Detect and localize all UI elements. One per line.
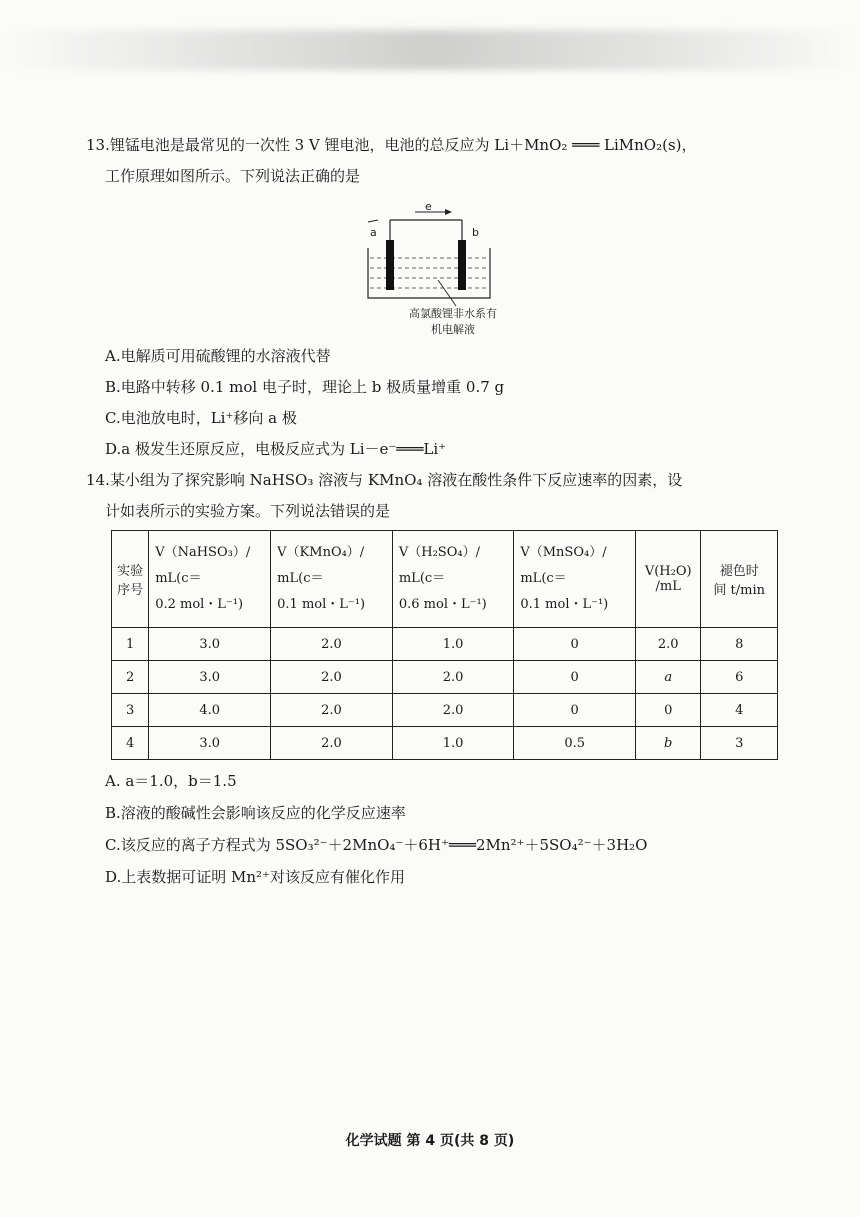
header-cell: V（KMnO₄）/ mL(c＝ 0.1 mol・L⁻¹) bbox=[271, 531, 393, 628]
q14-stem-line2: 计如表所示的实验方案。下列说法错误的是 bbox=[105, 502, 391, 520]
q14-stem-line1: 14.某小组为了探究影响 NaHSO₃ 溶液与 KMnO₄ 溶液在酸性条件下反应速率的因素，设 bbox=[86, 471, 683, 489]
header-cell: 褪色时 间 t/min bbox=[701, 531, 778, 628]
q13-option-b: B.电路中转移 0.1 mol 电子时，理论上 b 极质量增重 0.7 g bbox=[105, 378, 505, 396]
q13-option-c: C.电池放电时，Li⁺移向 a 极 bbox=[105, 409, 297, 427]
page-footer: 化学试题 第 4 页(共 8 页) bbox=[345, 1133, 515, 1149]
electron-label: e bbox=[425, 200, 432, 213]
header-cell: V（MnSO₄）/ mL(c＝ 0.1 mol・L⁻¹) bbox=[514, 531, 636, 628]
table-header-row bbox=[112, 531, 778, 628]
table-row: 2 3.0 2.0 2.0 0 a 6 bbox=[112, 661, 778, 694]
experiment-table bbox=[111, 530, 778, 760]
q14-option-b: B.溶液的酸碱性会影响该反应的化学反应速率 bbox=[105, 804, 406, 822]
scan-artifact bbox=[0, 30, 860, 70]
header-cell: V(H₂O) /mL bbox=[636, 531, 701, 628]
table-row: 3 4.0 2.0 2.0 0 0 4 bbox=[112, 694, 778, 727]
q13-option-d: D.a 极发生还原反应，电极反应式为 Li－e⁻═══Li⁺ bbox=[105, 440, 447, 458]
q14-option-c: C.该反应的离子方程式为 5SO₃²⁻＋2MnO₄⁻＋6H⁺═══2Mn²⁺＋5SO₄²⁻＋3H₂O bbox=[105, 836, 648, 854]
q13-stem-line1: 13.锂锰电池是最常见的一次性 3 V 锂电池，电池的总反应为 Li＋MnO₂ ═══ LiMnO₂(s)， bbox=[86, 136, 697, 154]
q14-option-a: A. a＝1.0，b＝1.5 bbox=[105, 772, 237, 790]
electrode-a-label: a bbox=[370, 226, 377, 239]
header-cell: V（H₂SO₄）/ mL(c＝ 0.6 mol・L⁻¹) bbox=[392, 531, 514, 628]
table-row: 1 3.0 2.0 1.0 0 2.0 8 bbox=[112, 628, 778, 661]
header-cell: 实验 序号 bbox=[112, 531, 149, 628]
q13-stem-line2: 工作原理如图所示。下列说法正确的是 bbox=[105, 167, 361, 185]
header-cell: V（NaHSO₃）/ mL(c＝ 0.2 mol・L⁻¹) bbox=[149, 531, 271, 628]
q13-option-a: A.电解质可用硫酸锂的水溶液代替 bbox=[105, 347, 331, 365]
table-row: 4 3.0 2.0 1.0 0.5 b 3 bbox=[112, 727, 778, 760]
q14-option-d: D.上表数据可证明 Mn²⁺对该反应有催化作用 bbox=[105, 868, 405, 886]
electrode-b-label: b bbox=[472, 226, 479, 239]
diagram-caption: 高氯酸锂非水系有机电解液 bbox=[409, 307, 497, 336]
